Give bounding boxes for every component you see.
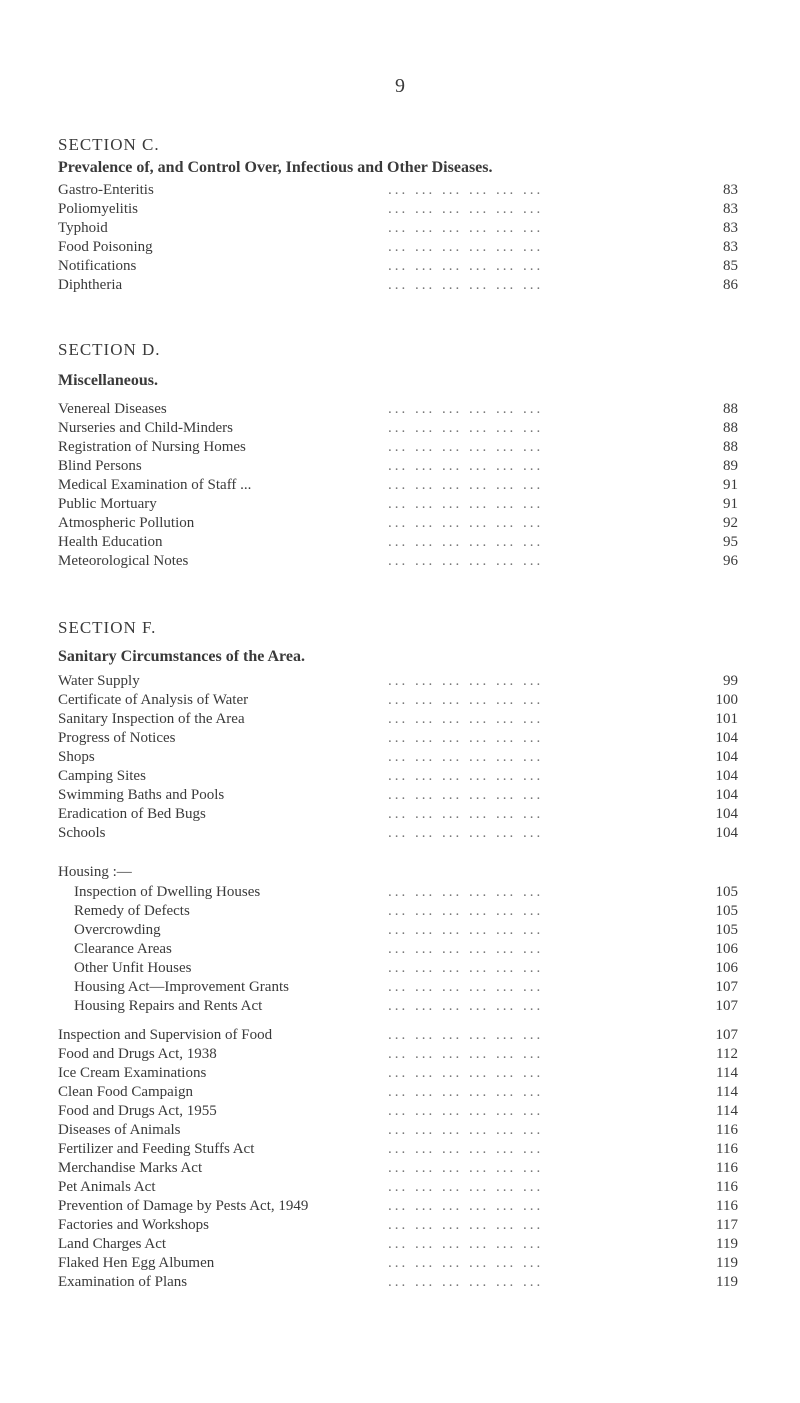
leader-dots: ... ... ... ... ... ...: [388, 673, 544, 689]
leader-dots: ... ... ... ... ... ...: [388, 903, 544, 919]
leader-dots: ... ... ... ... ... ...: [388, 1274, 544, 1290]
toc-entry: [58, 729, 738, 748]
toc-entry: [58, 476, 738, 495]
toc-entry: [58, 457, 738, 476]
section-f-subtitle: Sanitary Circumstances of the Area.: [58, 648, 305, 665]
toc-entry-label: Diseases of Animals: [58, 1122, 181, 1138]
toc-entry-label: Poliomyelitis: [58, 201, 139, 217]
leader-dots: ... ... ... ... ... ...: [388, 258, 544, 274]
leader-dots: ... ... ... ... ... ...: [388, 1160, 544, 1176]
toc-entry: [58, 419, 738, 438]
toc-entry-page: 104: [715, 768, 738, 784]
toc-entry: [58, 238, 738, 257]
toc-entry-label: Atmospheric Pollution: [58, 515, 195, 531]
toc-entry-page: 88: [723, 439, 738, 455]
toc-entry-page: 88: [723, 420, 738, 436]
leader-dots: ... ... ... ... ... ...: [388, 239, 544, 255]
toc-entry-page: 85: [723, 258, 738, 274]
toc-entry-page: 114: [716, 1065, 738, 1081]
toc-entry-page: 104: [715, 730, 738, 746]
toc-entry-page: 114: [716, 1084, 738, 1100]
toc-entry: [58, 921, 738, 940]
leader-dots: ... ... ... ... ... ...: [388, 1198, 544, 1214]
toc-entry-label: Factories and Workshops: [58, 1217, 209, 1233]
toc-entry-page: 106: [715, 960, 738, 976]
toc-entry-label: Food and Drugs Act, 1938: [58, 1046, 217, 1062]
toc-entry-label: Diphtheria: [58, 277, 123, 293]
toc-entry: [58, 438, 738, 457]
toc-entry-page: 104: [715, 825, 738, 841]
toc-entry-label: Clean Food Campaign: [58, 1084, 193, 1100]
toc-entry: [58, 748, 738, 767]
toc-entry-page: 100: [715, 692, 738, 708]
toc-entry-page: 91: [723, 477, 738, 493]
toc-entry-page: 116: [716, 1122, 738, 1138]
toc-entry-label: Public Mortuary: [58, 496, 157, 512]
toc-entry-page: 86: [723, 277, 738, 293]
leader-dots: ... ... ... ... ... ...: [388, 496, 544, 512]
toc-entry: [58, 181, 738, 200]
toc-entry-label: Schools: [58, 825, 106, 841]
leader-dots: ... ... ... ... ... ...: [388, 1217, 544, 1233]
toc-entry-label: Blind Persons: [58, 458, 142, 474]
leader-dots: ... ... ... ... ... ...: [388, 1027, 544, 1043]
leader-dots: ... ... ... ... ... ...: [388, 884, 544, 900]
toc-entry-label: Inspection and Supervision of Food: [58, 1027, 273, 1043]
toc-entry: [58, 710, 738, 729]
section-c-entries: [58, 181, 738, 295]
toc-entry: [58, 257, 738, 276]
toc-entry-page: 96: [723, 553, 738, 569]
leader-dots: ... ... ... ... ... ...: [388, 787, 544, 803]
toc-entry-label: Shops: [58, 749, 95, 765]
leader-dots: ... ... ... ... ... ...: [388, 749, 544, 765]
leader-dots: ... ... ... ... ... ...: [388, 1046, 544, 1062]
section-c-heading: SECTION C.: [58, 135, 160, 154]
toc-entry-page: 105: [715, 884, 738, 900]
toc-entry-page: 92: [723, 515, 738, 531]
toc-entry: [58, 767, 738, 786]
toc-entry-label: Ice Cream Examinations: [58, 1065, 207, 1081]
toc-entry-page: 107: [715, 1027, 738, 1043]
toc-entry-label: Flaked Hen Egg Albumen: [58, 1255, 215, 1271]
leader-dots: ... ... ... ... ... ...: [388, 201, 544, 217]
toc-entry: [58, 1178, 738, 1197]
toc-entry-page: 83: [723, 239, 738, 255]
toc-entry-page: 105: [715, 922, 738, 938]
section-d-heading: SECTION D.: [58, 340, 161, 359]
toc-entry-label: Housing Repairs and Rents Act: [74, 998, 263, 1014]
toc-entry: [58, 805, 738, 824]
toc-entry-page: 104: [715, 749, 738, 765]
section-f-entries: [58, 672, 738, 843]
toc-entry: [58, 978, 738, 997]
toc-entry-label: Notifications: [58, 258, 137, 274]
section-d-entries: [58, 400, 738, 571]
leader-dots: ... ... ... ... ... ...: [388, 1141, 544, 1157]
toc-entry-label: Medical Examination of Staff ...: [58, 477, 252, 493]
toc-entry-label: Registration of Nursing Homes: [58, 439, 246, 455]
toc-entry-page: 116: [716, 1141, 738, 1157]
housing-entries: [58, 883, 738, 1016]
leader-dots: ... ... ... ... ... ...: [388, 277, 544, 293]
toc-entry-page: 91: [723, 496, 738, 512]
toc-entry: [58, 495, 738, 514]
leader-dots: ... ... ... ... ... ...: [388, 220, 544, 236]
leader-dots: ... ... ... ... ... ...: [388, 998, 544, 1014]
page-number: 9: [395, 75, 405, 97]
toc-entry: [58, 959, 738, 978]
housing-heading: Housing :—: [58, 864, 132, 880]
leader-dots: ... ... ... ... ... ...: [388, 922, 544, 938]
toc-entry: [58, 514, 738, 533]
toc-entry-label: Sanitary Inspection of the Area: [58, 711, 245, 727]
other-entries: [58, 1026, 738, 1292]
toc-entry-page: 99: [723, 673, 738, 689]
toc-entry-label: Progress of Notices: [58, 730, 176, 746]
toc-entry-label: Prevention of Damage by Pests Act, 1949: [58, 1198, 309, 1214]
toc-entry-page: 105: [715, 903, 738, 919]
leader-dots: ... ... ... ... ... ...: [388, 960, 544, 976]
toc-entry: [58, 1254, 738, 1273]
toc-entry: [58, 786, 738, 805]
toc-entry-label: Meteorological Notes: [58, 553, 189, 569]
toc-entry-page: 89: [723, 458, 738, 474]
section-d-subtitle: Miscellaneous.: [58, 372, 158, 389]
toc-entry-label: Land Charges Act: [58, 1236, 167, 1252]
toc-entry: [58, 824, 738, 843]
toc-entry-page: 119: [716, 1236, 738, 1252]
toc-entry-page: 88: [723, 401, 738, 417]
toc-entry-label: Venereal Diseases: [58, 401, 167, 417]
toc-entry-page: 117: [716, 1217, 738, 1233]
toc-entry: [58, 1159, 738, 1178]
leader-dots: ... ... ... ... ... ...: [388, 941, 544, 957]
toc-entry-label: Examination of Plans: [58, 1274, 188, 1290]
toc-entry: [58, 552, 738, 571]
toc-entry-page: 104: [715, 806, 738, 822]
toc-entry-label: Health Education: [58, 534, 163, 550]
toc-entry-label: Clearance Areas: [74, 941, 172, 957]
toc-entry-label: Inspection of Dwelling Houses: [74, 884, 261, 900]
toc-entry-page: 112: [716, 1046, 738, 1062]
toc-entry-label: Eradication of Bed Bugs: [58, 806, 206, 822]
section-f: [58, 618, 738, 1292]
toc-entry: [58, 997, 738, 1016]
toc-entry-label: Food Poisoning: [58, 239, 153, 255]
leader-dots: ... ... ... ... ... ...: [388, 477, 544, 493]
toc-entry: [58, 672, 738, 691]
leader-dots: ... ... ... ... ... ...: [388, 515, 544, 531]
leader-dots: ... ... ... ... ... ...: [388, 768, 544, 784]
toc-entry: [58, 1121, 738, 1140]
leader-dots: ... ... ... ... ... ...: [388, 534, 544, 550]
leader-dots: ... ... ... ... ... ...: [388, 1065, 544, 1081]
leader-dots: ... ... ... ... ... ...: [388, 979, 544, 995]
toc-entry-page: 116: [716, 1179, 738, 1195]
toc-entry-label: Food and Drugs Act, 1955: [58, 1103, 217, 1119]
toc-entry-page: 106: [715, 941, 738, 957]
leader-dots: ... ... ... ... ... ...: [388, 1255, 544, 1271]
toc-entry: [58, 1140, 738, 1159]
toc-entry-page: 114: [716, 1103, 738, 1119]
leader-dots: ... ... ... ... ... ...: [388, 182, 544, 198]
leader-dots: ... ... ... ... ... ...: [388, 806, 544, 822]
leader-dots: ... ... ... ... ... ...: [388, 1122, 544, 1138]
leader-dots: ... ... ... ... ... ...: [388, 692, 544, 708]
leader-dots: ... ... ... ... ... ...: [388, 711, 544, 727]
leader-dots: ... ... ... ... ... ...: [388, 1179, 544, 1195]
toc-entry-page: 83: [723, 220, 738, 236]
toc-entry-label: Water Supply: [58, 673, 140, 689]
leader-dots: ... ... ... ... ... ...: [388, 825, 544, 841]
toc-entry: [58, 883, 738, 902]
toc-entry-label: Pet Animals Act: [58, 1179, 156, 1195]
toc-entry-page: 95: [723, 534, 738, 550]
toc-entry: [58, 1045, 738, 1064]
toc-entry-page: 116: [716, 1160, 738, 1176]
leader-dots: ... ... ... ... ... ...: [388, 401, 544, 417]
toc-entry-label: Fertilizer and Feeding Stuffs Act: [58, 1141, 255, 1157]
toc-entry: [58, 940, 738, 959]
toc-entry: [58, 1235, 738, 1254]
leader-dots: ... ... ... ... ... ...: [388, 1236, 544, 1252]
toc-entry: [58, 1216, 738, 1235]
toc-entry-label: Nurseries and Child-Minders: [58, 420, 233, 436]
toc-entry-label: Certificate of Analysis of Water: [58, 692, 249, 708]
toc-entry-page: 119: [716, 1274, 738, 1290]
section-c: [58, 135, 738, 295]
toc-entry-page: 116: [716, 1198, 738, 1214]
toc-entry: [58, 1102, 738, 1121]
leader-dots: ... ... ... ... ... ...: [388, 730, 544, 746]
toc-entry-page: 83: [723, 182, 738, 198]
toc-entry: [58, 1064, 738, 1083]
toc-entry-label: Remedy of Defects: [74, 903, 190, 919]
leader-dots: ... ... ... ... ... ...: [388, 553, 544, 569]
toc-entry: [58, 691, 738, 710]
leader-dots: ... ... ... ... ... ...: [388, 458, 544, 474]
section-c-subtitle: Prevalence of, and Control Over, Infectious and Other Diseases.: [58, 159, 493, 176]
toc-entry-label: Other Unfit Houses: [74, 960, 192, 976]
leader-dots: ... ... ... ... ... ...: [388, 1084, 544, 1100]
section-f-heading: SECTION F.: [58, 618, 157, 637]
toc-entry: [58, 200, 738, 219]
toc-entry: [58, 1026, 738, 1045]
toc-entry-page: 107: [715, 979, 738, 995]
toc-entry-label: Merchandise Marks Act: [58, 1160, 203, 1176]
toc-entry: [58, 1273, 738, 1292]
toc-entry-page: 107: [715, 998, 738, 1014]
leader-dots: ... ... ... ... ... ...: [388, 1103, 544, 1119]
toc-entry-page: 104: [715, 787, 738, 803]
toc-entry-label: Swimming Baths and Pools: [58, 787, 225, 803]
toc-entry-label: Camping Sites: [58, 768, 146, 784]
leader-dots: ... ... ... ... ... ...: [388, 439, 544, 455]
toc-entry-page: 83: [723, 201, 738, 217]
toc-entry-label: Housing Act—Improvement Grants: [74, 979, 289, 995]
toc-entry-label: Overcrowding: [74, 922, 161, 938]
toc-entry: [58, 533, 738, 552]
toc-entry-label: Gastro-Enteritis: [58, 182, 154, 198]
toc-entry: [58, 1083, 738, 1102]
toc-entry: [58, 400, 738, 419]
section-d: [58, 340, 738, 571]
toc-entry-label: Typhoid: [58, 220, 108, 236]
toc-entry-page: 101: [715, 711, 738, 727]
toc-entry: [58, 1197, 738, 1216]
toc-entry: [58, 219, 738, 238]
toc-entry-page: 119: [716, 1255, 738, 1271]
toc-entry: [58, 276, 738, 295]
toc-entry: [58, 902, 738, 921]
leader-dots: ... ... ... ... ... ...: [388, 420, 544, 436]
